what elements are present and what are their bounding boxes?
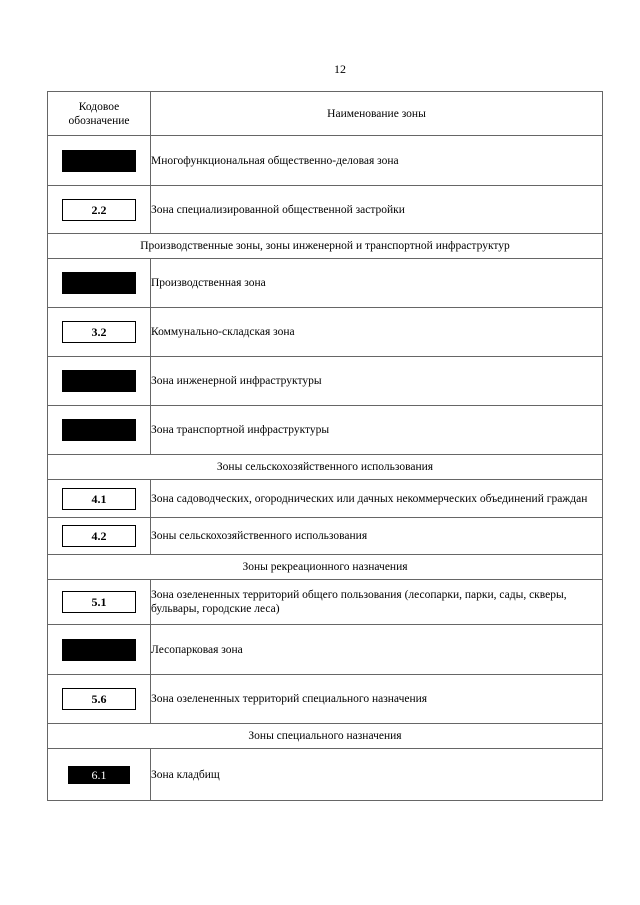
table-row xyxy=(48,480,603,518)
code-column-header: Кодовое обозначение xyxy=(48,92,151,136)
table-row xyxy=(48,136,603,186)
zone-swatch: 6.1 xyxy=(68,766,130,784)
table-row xyxy=(48,406,603,455)
section-row xyxy=(48,234,603,259)
table-header-row xyxy=(48,92,603,136)
zones-table xyxy=(47,91,603,801)
table-row xyxy=(48,259,603,308)
section-title: Зоны сельскохозяйственного использования xyxy=(48,455,603,480)
zone-name: Зона специализированной общественной застройки xyxy=(151,186,603,234)
zone-swatch: 5.1 xyxy=(62,591,136,613)
zone-name: Зона транспортной инфраструктуры xyxy=(151,406,603,455)
zone-name: Производственная зона xyxy=(151,259,603,308)
table-row xyxy=(48,675,603,724)
zone-swatch: 3.2 xyxy=(62,321,136,343)
zone-swatch: 5.6 xyxy=(62,688,136,710)
zone-name: Зона озелененных территорий специального назначения xyxy=(151,675,603,724)
zone-name: Зона озелененных территорий общего пользования (лесопарки, парки, сады, скверы, бульвары, городские леса) xyxy=(151,580,603,625)
section-title: Производственные зоны, зоны инженерной и транспортной инфраструктур xyxy=(48,234,603,259)
table-row xyxy=(48,625,603,675)
zone-swatch xyxy=(62,419,136,441)
zone-name: Зоны сельскохозяйственного использования xyxy=(151,518,603,555)
zone-name: Зона садоводческих, огороднических или дачных некоммерческих объединений граждан xyxy=(151,480,603,518)
table-row xyxy=(48,580,603,625)
table-row xyxy=(48,186,603,234)
page-number: 12 xyxy=(334,62,346,76)
section-row xyxy=(48,455,603,480)
zone-swatch: 2.2 xyxy=(62,199,136,221)
zone-name: Зона кладбищ xyxy=(151,749,603,801)
zone-swatch xyxy=(62,272,136,294)
zone-swatch xyxy=(62,150,136,172)
zone-name: Многофункциональная общественно-деловая зона xyxy=(151,136,603,186)
zone-swatch: 4.2 xyxy=(62,525,136,547)
name-column-header: Наименование зоны xyxy=(151,92,603,136)
section-row xyxy=(48,555,603,580)
zone-name: Коммунально-складская зона xyxy=(151,308,603,357)
zones-table-body xyxy=(48,136,603,801)
zone-name: Зона инженерной инфраструктуры xyxy=(151,357,603,406)
zone-name: Лесопарковая зона xyxy=(151,625,603,675)
table-row xyxy=(48,749,603,801)
zone-swatch xyxy=(62,639,136,661)
table-row xyxy=(48,308,603,357)
section-row xyxy=(48,724,603,749)
zone-swatch xyxy=(62,370,136,392)
table-row xyxy=(48,518,603,555)
section-title: Зоны рекреационного назначения xyxy=(48,555,603,580)
table-row xyxy=(48,357,603,406)
zone-swatch: 4.1 xyxy=(62,488,136,510)
section-title: Зоны специального назначения xyxy=(48,724,603,749)
